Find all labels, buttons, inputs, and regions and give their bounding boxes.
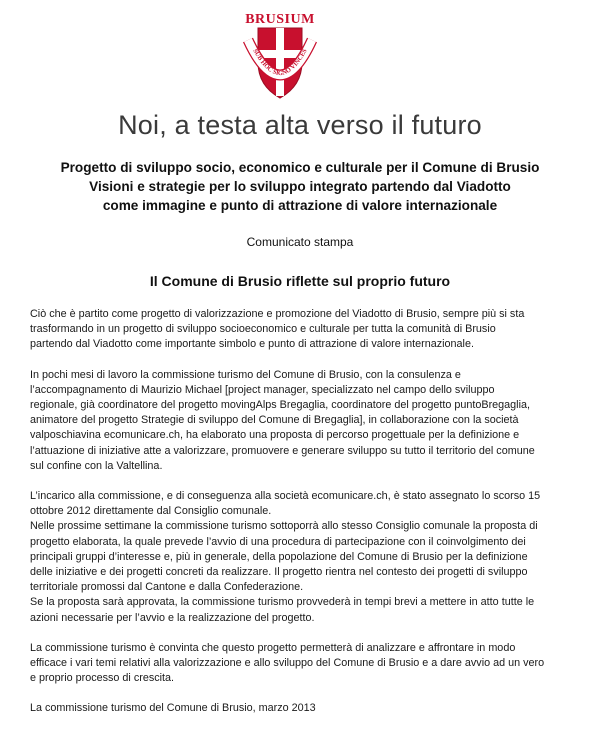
text-line: progetto elaborata, la quale prevede l’avvio di una procedura di partecipazione con il coinvolgimento dei [30, 535, 526, 548]
text-line: Ciò che è partito come progetto di valorizzazione e promozione del Viadotto di Brusio, sempre più si sta [30, 308, 525, 320]
text-line: regionale, già coordinatore del progetto movingAlps Bregaglia, coordinatore del progetto puntoBregaglia, [30, 399, 530, 412]
text-line: efficace i vari temi relativi alla valorizzazione e allo sviluppo del Comune di Brusio e a dare avvio ad un vero [30, 657, 545, 670]
text-line: animatore del progetto Strategie di sviluppo del Comune di Bregaglia], in collaborazione con la società [30, 414, 519, 427]
body-text [30, 307, 590, 732]
text-line: Se la proposta sarà approvata, la commissione turismo provvederà in tempi brevi a mettere in atto tutte le [30, 596, 535, 609]
text-line: L’incarico alla commissione, e di conseguenza alla società ecomunicare.ch, è stato assegnato lo scorso 15 [30, 490, 541, 503]
paragraph-conviction [30, 641, 590, 687]
text-line: territoriale promossi dal Cantone e dalla Confederazione. [30, 581, 304, 594]
text-line: sul confine con la Valtellina. [30, 459, 163, 472]
brusium-coat-of-arms-logo [228, 6, 332, 102]
text-line: La commissione turismo è convinta che questo progetto permetterà di analizzare e affrontare in modo [30, 641, 516, 654]
section-title: Il Comune di Brusio riflette sul proprio futuro [149, 273, 451, 289]
text-line: azioni necessarie per l’avvio e la realizzazione del progetto. [30, 611, 315, 624]
headline: Noi, a testa alta verso il futuro [118, 110, 482, 140]
subheadings [20, 158, 580, 215]
paragraph-mandate [30, 489, 590, 626]
text-line: e proprio processo di crescita. [30, 672, 175, 685]
text-line: Nelle prossime settimane la commissione turismo sottoporrà allo stesso Consiglio comunale la proposta di [30, 520, 538, 533]
paragraph-intro [30, 307, 590, 353]
logo-motto-text: SUB HOC SIGNO VINCES [251, 47, 309, 78]
text-line: l’accompagnamento di Maurizio Michael [project manager, specializzato nel campo dello sviluppo [30, 383, 495, 396]
text-line: delle iniziative e dei progetti concreti da realizzare. Il progetto rientra nel contesto dei progetti di sviluppo [30, 566, 528, 579]
paragraph-commission-work [30, 368, 590, 474]
text-line: La commissione turismo del Comune di Brusio, marzo 2013 [30, 702, 316, 715]
press-release-label: Comunicato stampa [246, 235, 354, 249]
text-line: trasformando in un progetto di sviluppo socioeconomico e culturale per tutta la comunità di Brusio [30, 323, 496, 336]
text-line: principali gruppi d’interesse e, più in generale, della popolazione del Comune di Brusio per la definizione [30, 550, 528, 563]
text-line: ottobre 2012 direttamente dal Consiglio comunale. [30, 505, 272, 518]
subheading-line: Visioni e strategie per lo sviluppo integrato partendo dal Viadotto [89, 179, 511, 194]
subheading-line: come immagine e punto di attrazione di valore internazionale [102, 198, 498, 213]
text-line: In pochi mesi di lavoro la commissione turismo del Comune di Brusio, con la consulenza e [30, 368, 461, 381]
logo-name-text: BRUSIUM [245, 12, 315, 27]
text-line: l’attuazione di iniziative atte a valorizzare, promuovere e generare sviluppo su tutto il territorio del comune [30, 444, 535, 457]
text-line: valposchiavina ecomunicare.ch, ha elaborato una proposta di percorso progettuale per la definizione e [30, 429, 520, 442]
signature-line [30, 701, 590, 716]
text-line: partendo dal Viadotto come importante simbolo e punto di attrazione di valore internazionale. [30, 338, 474, 351]
subheading-line: Progetto di sviluppo socio, economico e culturale per il Comune di Brusio [60, 160, 540, 175]
